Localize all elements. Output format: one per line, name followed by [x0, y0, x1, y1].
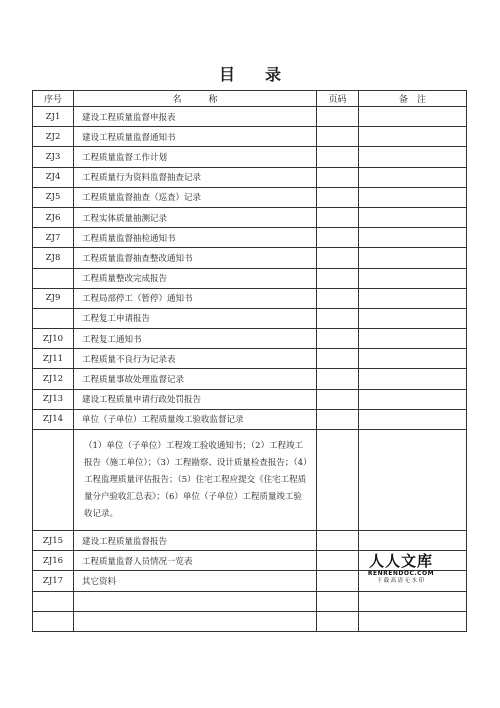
contents-table [32, 90, 467, 632]
row-number: ZJ10 [33, 329, 74, 349]
table-row [33, 288, 467, 308]
row-remark [359, 531, 467, 551]
row-number: ZJ5 [33, 187, 74, 207]
row-name: 工程质量不良行为记录表 [74, 349, 317, 369]
row-remark [359, 611, 467, 631]
row-number [33, 611, 74, 631]
row-name: 建设工程质量申请行政处罚报告 [74, 389, 317, 409]
row-number: ZJ13 [33, 389, 74, 409]
row-number: ZJ2 [33, 127, 74, 147]
row-remark [359, 591, 467, 611]
watermark-title: 人人文库 [368, 552, 433, 570]
table-row [33, 349, 467, 369]
table-row [33, 409, 467, 429]
row-remark [359, 329, 467, 349]
row-page [317, 228, 359, 248]
table-row [33, 308, 467, 328]
table-row [33, 268, 467, 288]
header-row [33, 91, 467, 107]
row-name: 工程质量监督人员情况一览表 [74, 551, 317, 571]
row-name: 工程质量监督抽检通知书 [74, 228, 317, 248]
row-remark [359, 187, 467, 207]
row-name: 工程局部停工（暂停）通知书 [74, 288, 317, 308]
row-page [317, 531, 359, 551]
row-page [317, 591, 359, 611]
row-name: 工程复工申请报告 [74, 308, 317, 328]
row-remark [359, 167, 467, 187]
row-remark [359, 369, 467, 389]
row-name [74, 591, 317, 611]
row-name: （1）单位（子单位）工程竣工验收通知书；（2）工程竣工报告（施工单位）；（3）工程勘察、设计质量检查报告；（4）工程监理质量评估报告；（5）住宅工程应提交《住宅工程质量分户验收汇总表》；（6）单位（子单位）工程质量竣工验收记录。 [74, 430, 317, 531]
table-row [33, 147, 467, 167]
header-name: 名 称 [74, 91, 317, 107]
row-name: 工程质量监督工作计划 [74, 147, 317, 167]
watermark-url: RENRENDOC.COM [367, 570, 435, 577]
row-number: ZJ17 [33, 571, 74, 591]
row-remark [359, 228, 467, 248]
table-row [33, 127, 467, 147]
row-name: 工程质量行为资料监督抽查记录 [74, 167, 317, 187]
row-number: ZJ8 [33, 248, 74, 268]
row-name: 工程复工通知书 [74, 329, 317, 349]
row-number [33, 591, 74, 611]
header-no: 序号 [33, 91, 74, 107]
row-name: 其它资料 [74, 571, 317, 591]
table-row [33, 531, 467, 551]
page-title [0, 62, 500, 85]
row-name: 单位（子单位）工程质量竣工验收监督记录 [74, 409, 317, 429]
row-page [317, 611, 359, 631]
row-number: ZJ15 [33, 531, 74, 551]
row-number: ZJ14 [33, 409, 74, 429]
table-row [33, 591, 467, 611]
row-remark [359, 268, 467, 288]
row-remark [359, 107, 467, 127]
row-page [317, 308, 359, 328]
row-page [317, 187, 359, 207]
table-row [33, 187, 467, 207]
table-row [33, 611, 467, 631]
row-remark [359, 308, 467, 328]
row-remark [359, 248, 467, 268]
header-page: 页码 [317, 91, 359, 107]
row-number: ZJ12 [33, 369, 74, 389]
row-number [33, 308, 74, 328]
table-row [33, 228, 467, 248]
row-number: ZJ6 [33, 207, 74, 227]
watermark-logo [351, 552, 451, 585]
table-row [33, 207, 467, 227]
row-number: ZJ1 [33, 107, 74, 127]
table-row [33, 329, 467, 349]
title-part-2: 录 [265, 65, 282, 84]
row-name [74, 611, 317, 631]
row-page [317, 268, 359, 288]
row-remark [359, 349, 467, 369]
title-part-1: 目 [218, 65, 235, 84]
table-row [33, 107, 467, 127]
row-remark [359, 207, 467, 227]
row-remark [359, 409, 467, 429]
table-row [33, 369, 467, 389]
row-remark [359, 127, 467, 147]
row-name: 建设工程质量监督报告 [74, 531, 317, 551]
table-row [33, 167, 467, 187]
row-page [317, 349, 359, 369]
table-row [33, 248, 467, 268]
row-number: ZJ16 [33, 551, 74, 571]
row-page [317, 389, 359, 409]
row-name: 工程质量事故处理监督记录 [74, 369, 317, 389]
row-name: 工程实体质量抽测记录 [74, 207, 317, 227]
row-page [317, 207, 359, 227]
row-number: ZJ4 [33, 167, 74, 187]
row-name: 建设工程质量监督申报表 [74, 107, 317, 127]
watermark-subtitle: 下载高清无水印 [376, 578, 426, 584]
row-page [317, 409, 359, 429]
row-number: ZJ11 [33, 349, 74, 369]
row-remark [359, 288, 467, 308]
row-page [317, 248, 359, 268]
row-page [317, 430, 359, 531]
row-page [317, 288, 359, 308]
row-page [317, 329, 359, 349]
row-page [317, 107, 359, 127]
row-number [33, 268, 74, 288]
row-number: ZJ9 [33, 288, 74, 308]
row-page [317, 167, 359, 187]
row-page [317, 127, 359, 147]
row-number: ZJ7 [33, 228, 74, 248]
row-remark [359, 147, 467, 167]
row-page [317, 147, 359, 167]
table-row [33, 389, 467, 409]
row-name: 工程质量监督抽查（巡查）记录 [74, 187, 317, 207]
row-page [317, 369, 359, 389]
row-number [33, 430, 74, 531]
row-remark [359, 389, 467, 409]
row-name: 工程质量监督抽查整改通知书 [74, 248, 317, 268]
row-name: 工程质量整改完成报告 [74, 268, 317, 288]
header-remark: 备 注 [359, 91, 467, 107]
table-row [33, 430, 467, 531]
row-name: 建设工程质量监督通知书 [74, 127, 317, 147]
row-remark [359, 430, 467, 531]
row-number: ZJ3 [33, 147, 74, 167]
